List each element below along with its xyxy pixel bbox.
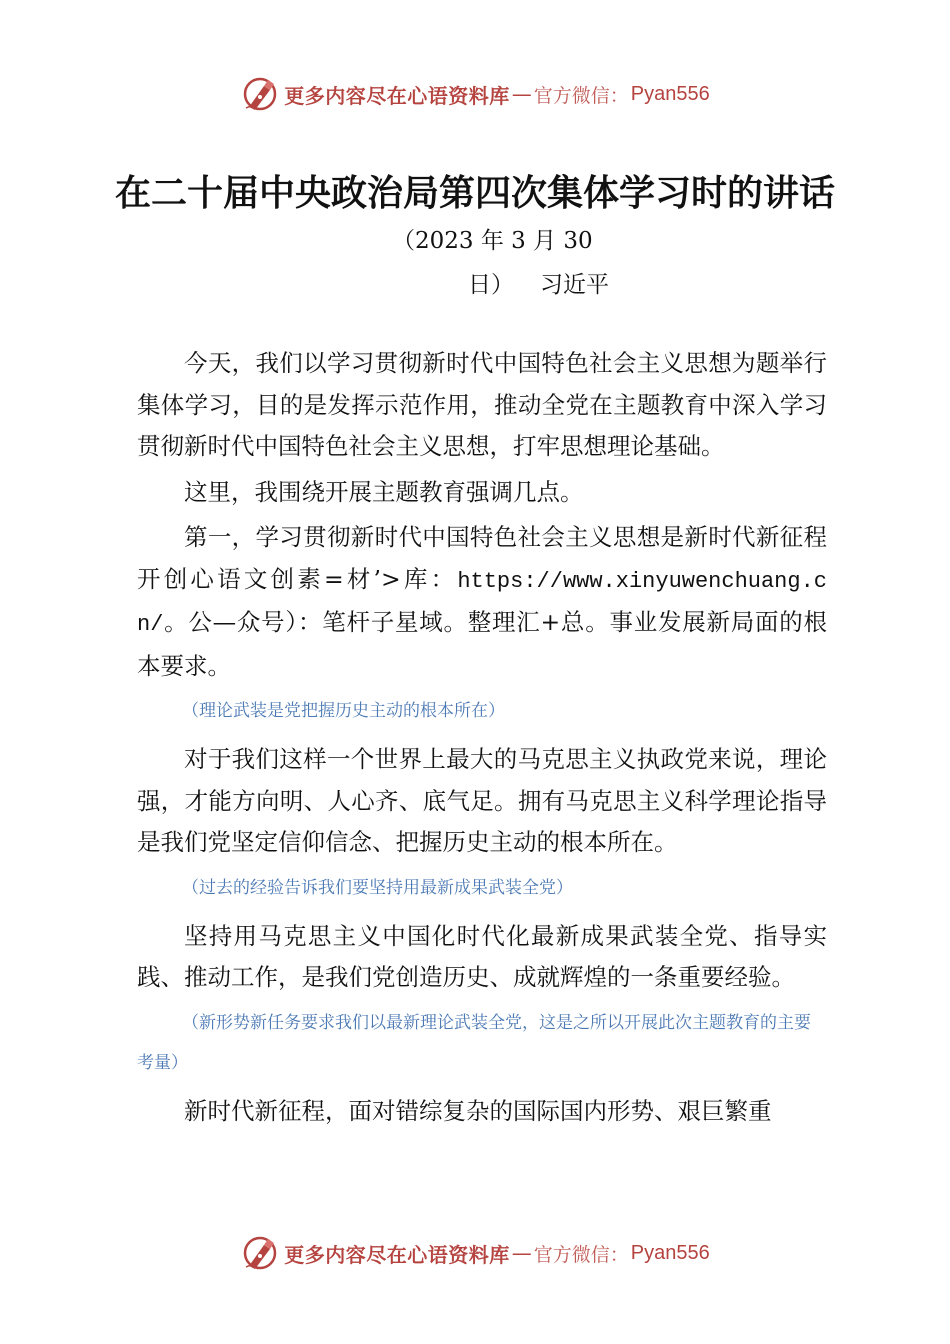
paragraph-with-url [137, 517, 827, 687]
banner-dash: — [511, 82, 532, 106]
document-body [137, 343, 827, 1136]
date-suffix: 日） [468, 272, 514, 298]
section-note: （过去的经验告诉我们要坚持用最新成果武装全党） [182, 877, 573, 898]
paragraph: 对于我们这样一个世界上最大的马克思主义执政党来说，理论强，才能方向明、人心齐、底气足。拥有马克思主义科学理论指导是我们党坚定信仰信念、把握历史主动的根本所在。 [137, 745, 827, 856]
pen-nib-logo-icon [240, 74, 280, 114]
paragraph-text: 。公—众号）：笔杆子星域。整理汇+总。事业发展新局面的根本要求。 [137, 608, 827, 680]
banner-brand: 更多内容尽在心语资料库 [284, 83, 510, 108]
document-title: 在二十届中央政治局第四次集体学习时的讲话 [114, 172, 835, 214]
banner-wechat-id: Pyan556 [630, 1241, 710, 1264]
section-note: （新形势新任务要求我们以最新理论武装全党，这是之所以开展此次主题教育的主要考量） [137, 1012, 811, 1073]
paragraph-text: 第一，学习贯彻新时代中国特色社会主义思想是新时代新征程开创心语文创素=材’>库： [137, 523, 827, 593]
header-banner [0, 72, 950, 116]
website-link[interactable]: https://www.xinyuwenchuang.cn/ [137, 568, 827, 637]
paragraph: 新时代新征程，面对错综复杂的国际国内形势、艰巨繁重 [184, 1096, 772, 1125]
date-author-line [468, 266, 609, 299]
paragraph: 坚持用马克思主义中国化时代化最新成果武装全党、指导实践、推动工作，是我们党创造历史、成就辉煌的一条重要经验。 [137, 921, 827, 991]
banner-wechat-label: 官方微信： [533, 84, 629, 107]
paragraph: 今天，我们以学习贯彻新时代中国特色社会主义思想为题举行集体学习，目的是发挥示范作用，推动全党在主题教育中深入学习贯彻新时代中国特色社会主义思想，打牢思想理论基础。 [137, 349, 827, 460]
banner-wechat-id: Pyan556 [630, 82, 710, 105]
banner-wechat-label: 官方微信： [533, 1243, 629, 1266]
date-line: （2023 年 3 月 30 [392, 228, 593, 254]
banner-brand: 更多内容尽在心语资料库 [284, 1242, 510, 1267]
pen-nib-logo-icon [240, 1233, 280, 1273]
footer-banner [0, 1231, 950, 1275]
banner-dash: — [511, 1241, 532, 1265]
section-note: （理论武装是党把握历史主动的根本所在） [182, 701, 505, 721]
author-name: 习近平 [540, 272, 609, 298]
paragraph: 这里，我围绕开展主题教育强调几点。 [184, 477, 584, 506]
